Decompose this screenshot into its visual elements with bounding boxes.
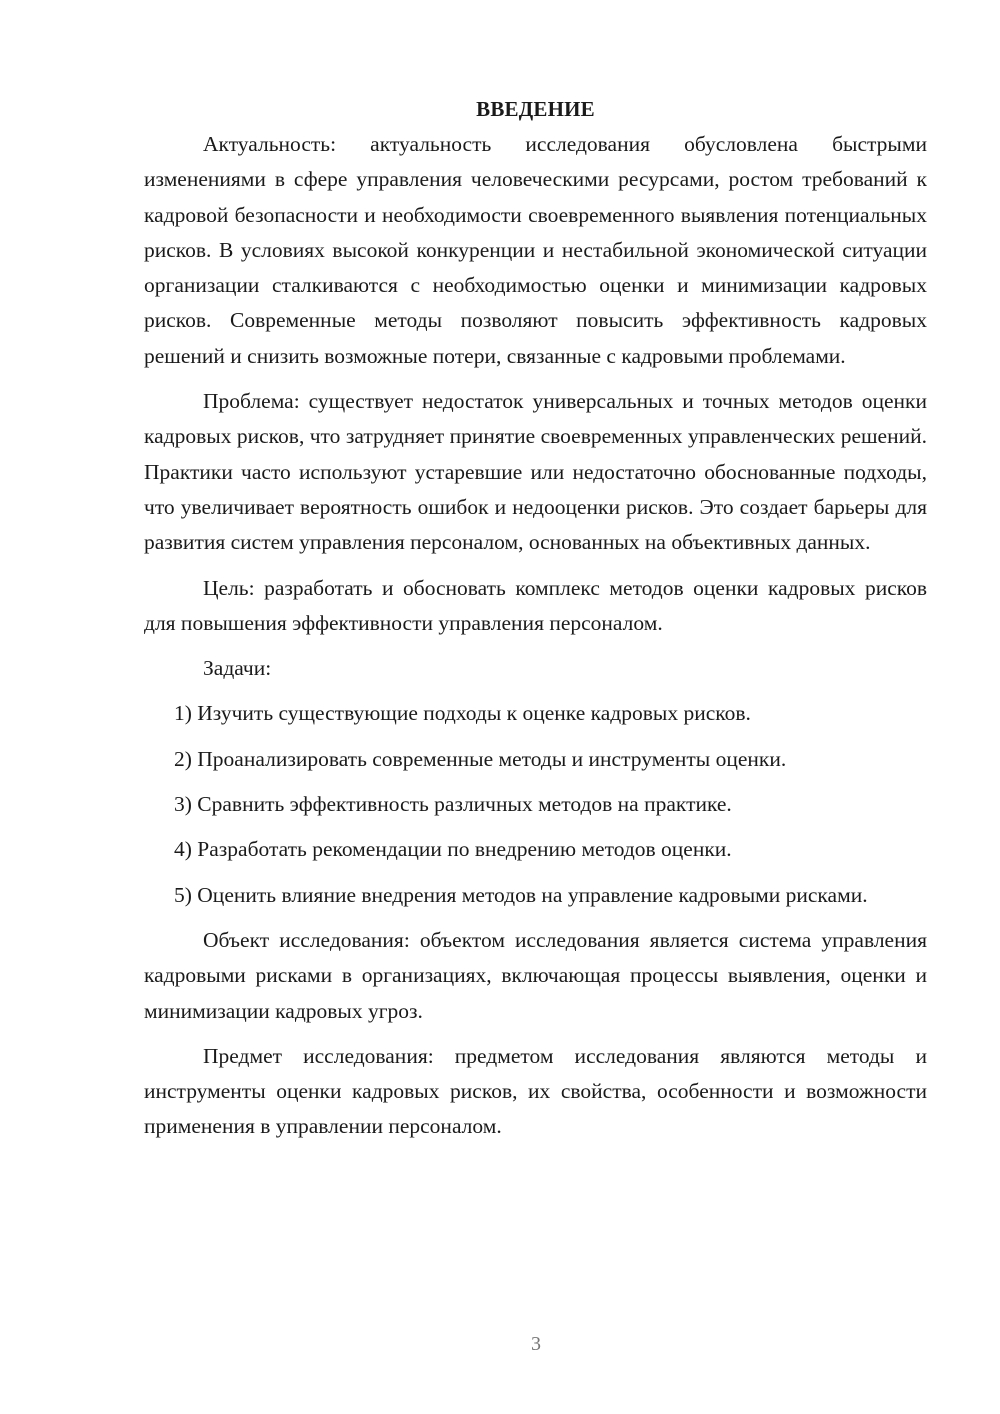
- task-item-4: 4) Разработать рекомендации по внедрению методов оценки.: [174, 837, 732, 862]
- page-number: 3: [531, 1333, 541, 1355]
- task-item-5: 5) Оценить влияние внедрения методов на управление кадровыми рисками.: [174, 882, 868, 907]
- task-item-2: 2) Проанализировать современные методы и инструменты оценки.: [174, 746, 787, 771]
- task-item-3: 3) Сравнить эффективность различных методов на практике.: [174, 792, 732, 817]
- paragraph-goal: Цель: разработать и обосновать комплекс методов оценки кадровых рисков для повышения эффективности управления персоналом.: [144, 575, 927, 635]
- paragraph-relevance: Актуальность: актуальность исследования обусловлена быстрыми изменениями в сфере управления человеческими ресурсами, ростом требований к кадровой безопасности и необходимости своевременного выявления потенциальных рисков. В условиях высокой конкуренции и нестабильной экономической ситуации организации сталкиваются с необходимостью оценки и минимизации кадровых рисков. Современные методы позволяют повысить эффективность кадровых решений и снизить возможные потери, связанные с кадровыми проблемами.: [144, 132, 927, 368]
- paragraph-object: Объект исследования: объектом исследования является система управления кадровыми рисками в организациях, включающая процессы выявления, оценки и минимизации кадровых угроз.: [144, 927, 927, 1023]
- paragraph-subject: Предмет исследования: предметом исследования являются методы и инструменты оценки кадровых рисков, их свойства, особенности и возможности применения в управлении персоналом.: [144, 1043, 927, 1139]
- page-title: ВВЕДЕНИЕ: [476, 97, 595, 121]
- page-content: [144, 92, 927, 1155]
- paragraph-problem: Проблема: существует недостаток универсальных и точных методов оценки кадровых рисков, что затрудняет принятие своевременных управленческих решений. Практики часто используют устаревшие или недостаточно обоснованные подходы, что увеличивает вероятность ошибок и недооценки рисков. Это создает барьеры для развития систем управления персоналом, основанных на объективных данных.: [144, 389, 927, 555]
- task-item-1: 1) Изучить существующие подходы к оценке кадровых рисков.: [174, 701, 751, 726]
- tasks-heading: Задачи:: [203, 656, 272, 681]
